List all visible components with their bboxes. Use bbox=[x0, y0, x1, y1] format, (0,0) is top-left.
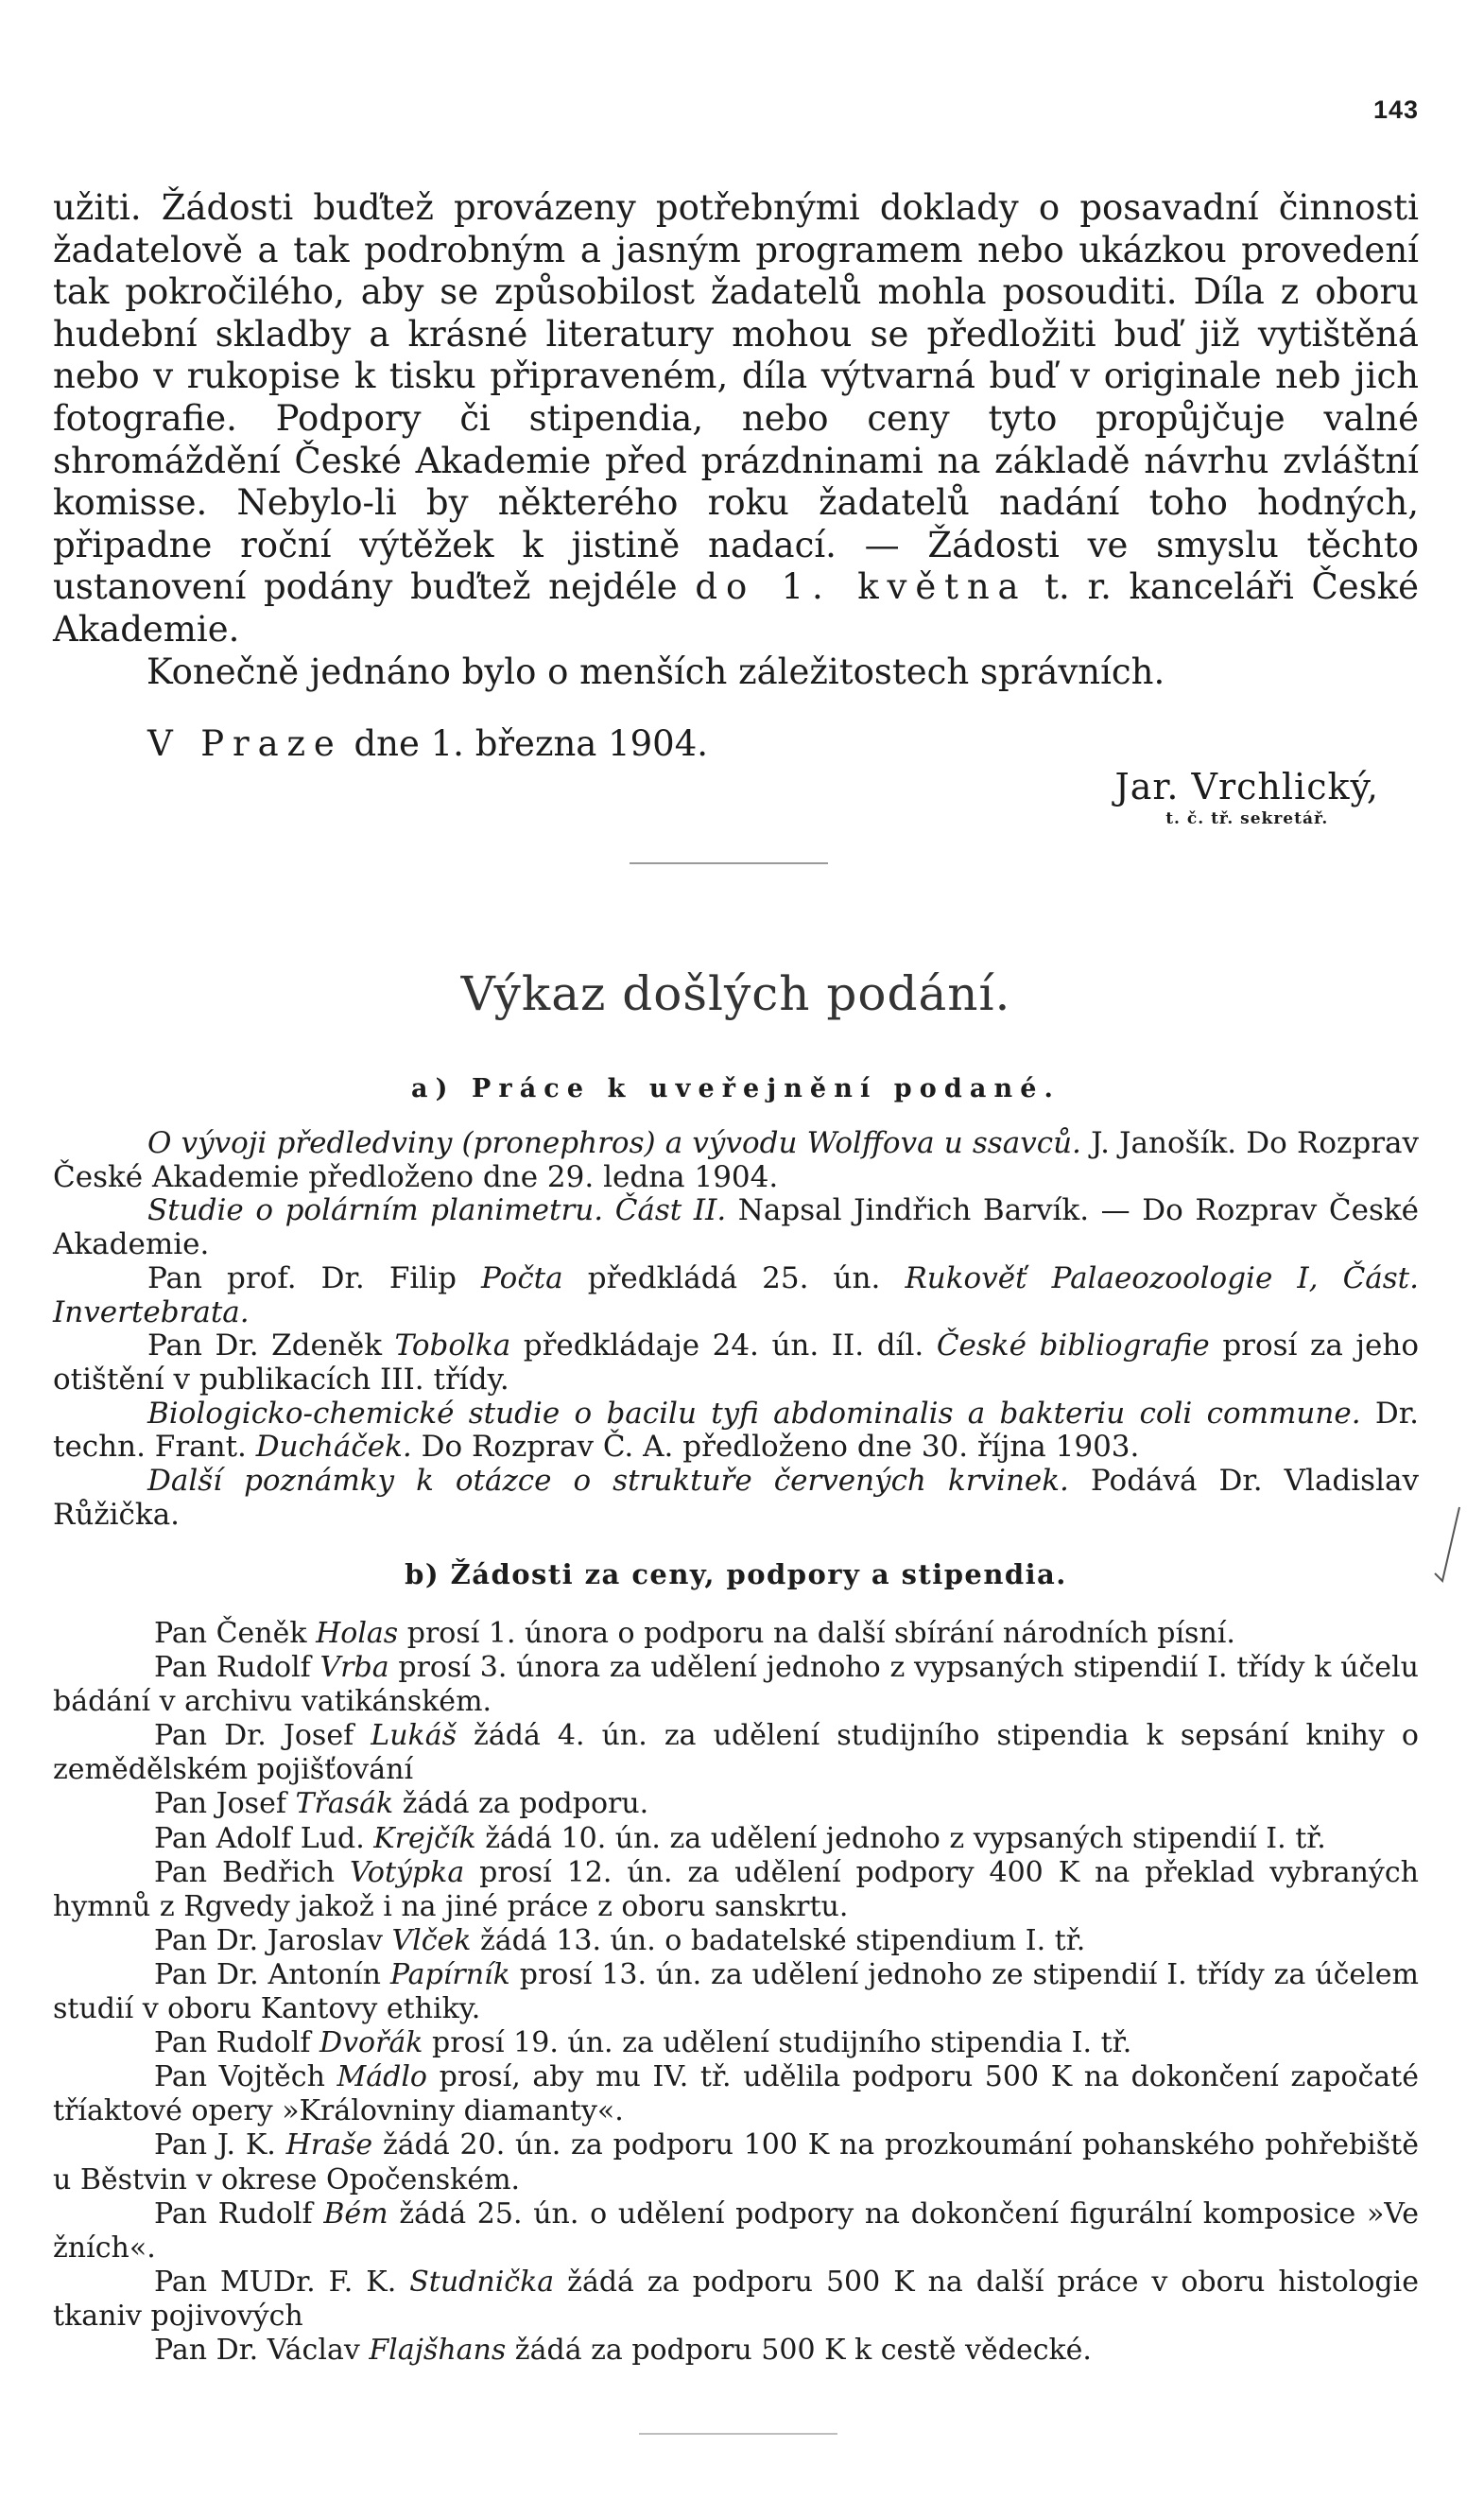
intro-paragraph-text: užiti. Žádosti buďtež provázeny potřebnými doklady o posavadní činnosti žadatelově a tak podrobným a jasným programem nebo ukázkou provedení tak pokročilého, aby se způsobilost žadatelů mohla posouditi. Díla z oboru hudební skladby a krásné literatury mohou se předložiti buď již vytištěná nebo v rukopise k tisku připraveném, díla výtvarná buď v originale neb jich fotografie. Podpory či stipendia, nebo ceny tyto propůjčuje valné shromáždění České Akademie před prázdninami na základě návrhu zvláštní komisse. Nebylo-li by některého roku žadatelů nadání toho hodných, připadne roční výtěžek k jistině nadací. — Žádosti ve smyslu těchto ustanovení podány buďtež nejdéle bbox=[53, 187, 1419, 608]
work-title: Studie o polárním planimetru. Část II. bbox=[147, 1193, 727, 1228]
item-text: předkládá 25. ún. bbox=[587, 1260, 881, 1295]
item-text: žádá 4. ún. za udělení studijního stipendia k sepsání knihy o zemědělském pojišťování bbox=[53, 1719, 1419, 1787]
person-name: Počta bbox=[481, 1260, 563, 1295]
item-prefix: Pan Čeněk bbox=[154, 1617, 307, 1650]
closing-paragraph: Konečně jednáno bylo o menších záležitostech správních. bbox=[147, 651, 1165, 692]
item-text: žádá 25. ún. o udělení podpory na dokončení figurální komposice »Ve žních«. bbox=[53, 2196, 1419, 2265]
item-prefix: Pan prof. Dr. Filip bbox=[147, 1260, 457, 1295]
item-text: prosí 3. února za udělení jednoho z vypsaných stipendií I. třídy k účelu bádání v archivu vatikánském. bbox=[53, 1651, 1419, 1719]
person-name: Krejčík bbox=[373, 1821, 476, 1855]
person-name: Holas bbox=[316, 1617, 399, 1650]
person-name: Dvořák bbox=[319, 2026, 423, 2060]
item-prefix: Pan Dr. Zdeněk bbox=[147, 1328, 382, 1363]
date: dne 1. března 1904. bbox=[354, 723, 709, 764]
list-item bbox=[53, 1127, 1419, 1194]
section-a-list bbox=[53, 1127, 1419, 1532]
item-text: J. Janošík. Do Rozprav České Akademie předloženo dne 29. ledna 1904. bbox=[53, 1126, 1420, 1194]
signature bbox=[1114, 766, 1379, 828]
item-text: žádá za podporu 500 K k cestě vědecké. bbox=[514, 2333, 1092, 2367]
item-prefix: Pan Dr. Antonín bbox=[154, 1957, 381, 1991]
intro-paragraph-tail: t. r. kanceláři České Akademie. bbox=[53, 566, 1420, 650]
list-item bbox=[53, 1329, 1419, 1397]
item-text: prosí 1. února o podporu na další sbírání národních písní. bbox=[406, 1617, 1235, 1650]
intro-text bbox=[53, 187, 1419, 693]
list-item bbox=[53, 1398, 1419, 1465]
person-name: Lukáš bbox=[371, 1719, 457, 1753]
item-prefix: Pan Rudolf bbox=[154, 2196, 313, 2231]
item-prefix: Pan Josef bbox=[154, 1787, 286, 1821]
person-name: Třasák bbox=[295, 1787, 394, 1821]
person-name: Tobolka bbox=[394, 1328, 511, 1363]
item-text: žádá za podporu 500 K na další práce v oboru histologie tkaniv pojivových bbox=[53, 2265, 1419, 2333]
section-b-title: b) Žádosti za ceny, podpory a stipendia. bbox=[405, 1558, 1067, 1590]
item-text: žádá 13. ún. o badatelské stipendium I. tř. bbox=[479, 1923, 1086, 1957]
item-prefix: Pan Rudolf bbox=[154, 1651, 311, 1685]
item-text: Dr. techn. Frant. bbox=[53, 1396, 1419, 1465]
list-item bbox=[53, 2197, 1419, 2266]
item-text: Napsal Jindřich Barvík. — Do Rozprav České Akademie. bbox=[53, 1193, 1420, 1262]
list-item bbox=[53, 1787, 1419, 1821]
person-name: Vrba bbox=[319, 1651, 389, 1685]
person-name: Flajšhans bbox=[369, 2333, 507, 2367]
person-name: Ducháček. bbox=[255, 1430, 412, 1465]
place: V Praze bbox=[147, 723, 343, 764]
list-item bbox=[53, 2026, 1419, 2060]
list-item bbox=[53, 1465, 1419, 1532]
item-text: žádá 20. ún. za podporu 100 K na prozkoumání pohanského pohřebiště u Běstvin v okrese Opočenském. bbox=[53, 2128, 1419, 2196]
person-name: Papírník bbox=[389, 1957, 510, 1991]
list-item bbox=[53, 1617, 1419, 1651]
section-b-list bbox=[53, 1617, 1419, 2368]
item-text: žádá 10. ún. za udělení jednoho z vypsaných stipendií I. tř. bbox=[485, 1821, 1326, 1855]
person-name: Studnička bbox=[409, 2265, 555, 2299]
list-item bbox=[53, 1856, 1419, 1924]
section-heading: Výkaz došlých podání. bbox=[460, 966, 1011, 1021]
person-name: Mádlo bbox=[336, 2060, 427, 2094]
item-prefix: Pan Vojtěch bbox=[154, 2060, 325, 2094]
section-a-title: a) Práce k uveřejnění podané. bbox=[411, 1074, 1061, 1103]
item-text: prosí 19. ún. za udělení studijního stipendia I. tř. bbox=[432, 2026, 1132, 2060]
list-item bbox=[53, 1262, 1419, 1329]
list-item bbox=[53, 1194, 1419, 1261]
list-item bbox=[53, 1924, 1419, 1958]
item-prefix: Pan Dr. Jaroslav bbox=[154, 1923, 383, 1957]
work-title: České bibliografie bbox=[936, 1328, 1210, 1363]
item-text: prosí za jeho otištění v publikacích III. třídy. bbox=[53, 1328, 1419, 1397]
list-item bbox=[53, 1822, 1419, 1856]
margin-mark bbox=[1429, 1503, 1467, 1598]
item-prefix: Pan MUDr. F. K. bbox=[154, 2265, 397, 2299]
list-item bbox=[53, 2128, 1419, 2196]
page-number: 143 bbox=[1372, 95, 1419, 124]
person-name: Votýpka bbox=[349, 1855, 465, 1889]
item-text: prosí, aby mu IV. tř. udělila podporu 500 K na dokončení započaté tříaktové opery »Královniny diamanty«. bbox=[53, 2060, 1419, 2128]
item-prefix: Pan Dr. Václav bbox=[154, 2333, 360, 2367]
item-prefix: Pan Rudolf bbox=[154, 2026, 311, 2060]
list-item bbox=[53, 2060, 1419, 2128]
list-item bbox=[53, 2266, 1419, 2334]
work-title: O vývoji předledviny (pronephros) a vývodu Wolffova u ssavců. bbox=[147, 1126, 1081, 1160]
list-item bbox=[53, 1651, 1419, 1719]
date-line bbox=[147, 723, 708, 764]
item-prefix: Pan Adolf Lud. bbox=[154, 1821, 365, 1855]
item-text: žádá za podporu. bbox=[402, 1787, 649, 1821]
person-name: Bém bbox=[323, 2196, 388, 2231]
bottom-rule bbox=[639, 2433, 837, 2435]
item-prefix: Pan Dr. Josef bbox=[154, 1719, 354, 1753]
intro-paragraph bbox=[53, 187, 1419, 651]
item-text: prosí 12. ún. za udělení podpory 400 K na překlad vybraných hymnů z Rgvedy jakož i na jiné práce z oboru sanskrtu. bbox=[53, 1855, 1419, 1923]
deadline-text: do 1. května bbox=[695, 566, 1027, 608]
work-title: Další poznámky k otázce o struktuře červených krvinek. bbox=[147, 1464, 1069, 1499]
item-text: předkládaje 24. ún. II. díl. bbox=[523, 1328, 924, 1363]
person-name: Hraše bbox=[285, 2128, 373, 2162]
item-prefix: Pan Bedřich bbox=[154, 1855, 336, 1889]
separator-rule bbox=[630, 862, 828, 864]
person-name: Vlček bbox=[391, 1923, 472, 1957]
work-title: Rukověť Palaeozoologie I, Část. Invertebrata. bbox=[53, 1260, 1419, 1329]
list-item bbox=[53, 2334, 1419, 2368]
item-text: Do Rozprav Č. A. předloženo dne 30. října 1903. bbox=[421, 1430, 1140, 1465]
item-text: Podává Dr. Vladislav Růžička. bbox=[53, 1464, 1420, 1532]
item-prefix: Pan J. K. bbox=[154, 2128, 276, 2162]
work-title: Biologicko-chemické studie o bacilu tyfi abdominalis a bakteriu coli commune. bbox=[147, 1396, 1361, 1431]
signature-name: Jar. Vrchlický, bbox=[1114, 766, 1379, 807]
list-item bbox=[53, 1719, 1419, 1787]
list-item bbox=[53, 1958, 1419, 2026]
signature-role: t. č. tř. sekretář. bbox=[1165, 809, 1329, 828]
item-text: prosí 13. ún. za udělení jednoho ze stipendií I. třídy za účelem studií v oboru Kantovy ethiky. bbox=[53, 1957, 1419, 2026]
